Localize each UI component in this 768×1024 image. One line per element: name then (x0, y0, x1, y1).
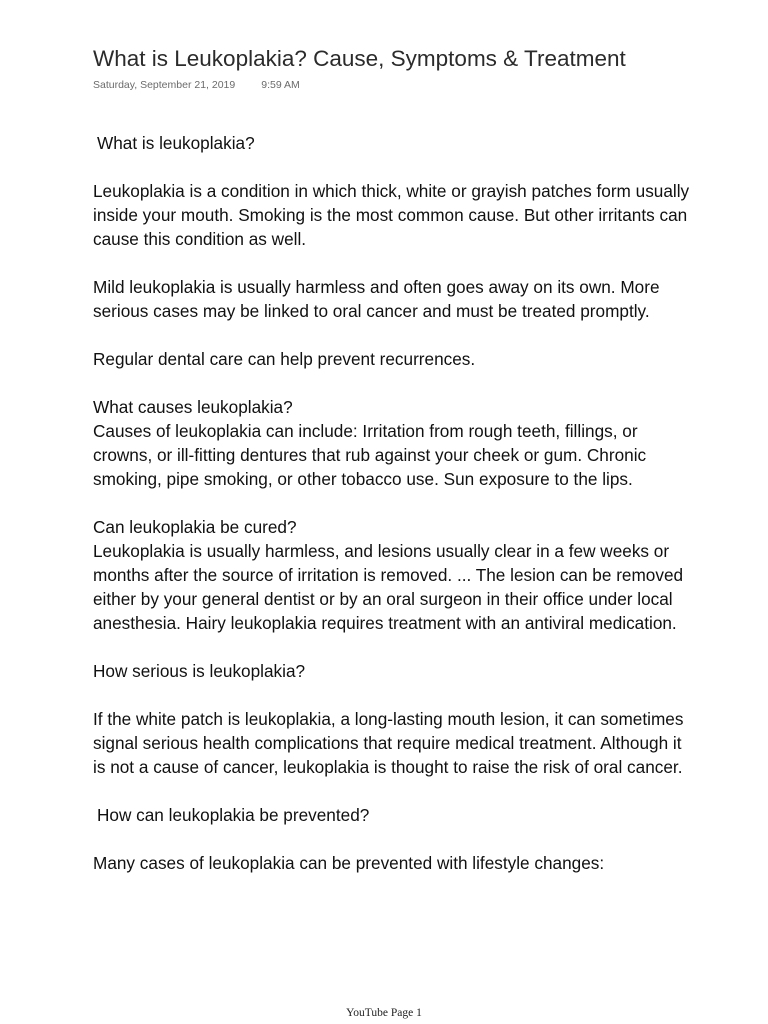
page-body (93, 131, 693, 899)
question-cured: Can leukoplakia be cured? (93, 517, 297, 537)
page-footer: YouTube Page 1 (346, 1007, 422, 1019)
page-time: 9:59 AM (261, 79, 300, 91)
page-title: What is Leukoplakia? Cause, Symptoms & Treatment (93, 46, 626, 71)
paragraph-causes: Causes of leukoplakia can include: Irritation from rough teeth, fillings, or crowns, or ill-fitting dentures that rub against your cheek or gum. Chronic smoking, pipe smoking, or other tobacco use. Sun exposure to the lips. (93, 421, 647, 489)
paragraph-severity: Mild leukoplakia is usually harmless and often goes away on its own. More serious cases may be linked to oral cancer and must be treated promptly. (93, 277, 660, 321)
paragraph-prevention: Many cases of leukoplakia can be prevented with lifestyle changes: (93, 853, 605, 873)
page-metadata (93, 78, 300, 92)
paragraph-serious: If the white patch is leukoplakia, a long-lasting mouth lesion, it can sometimes signal serious health complications that require medical treatment. Although it is not a cause of cancer, leukoplakia is thought to raise the risk of oral cancer. (93, 709, 684, 777)
paragraph-definition: Leukoplakia is a condition in which thick, white or grayish patches form usually inside your mouth. Smoking is the most common cause. But other irritants can cause this condition as well. (93, 181, 690, 249)
question-causes: What causes leukoplakia? (93, 397, 293, 417)
paragraph-dental-care: Regular dental care can help prevent recurrences. (93, 349, 476, 369)
question-prevented: How can leukoplakia be prevented? (97, 805, 370, 825)
question-what-is: What is leukoplakia? (97, 133, 255, 153)
question-serious: How serious is leukoplakia? (93, 661, 306, 681)
paragraph-cure: Leukoplakia is usually harmless, and lesions usually clear in a few weeks or months after the source of irritation is removed. ... The lesion can be removed either by your general dentist or by an oral surgeon in their office under local anesthesia. Hairy leukoplakia requires treatment with an antiviral medication. (93, 541, 684, 633)
page-date: Saturday, September 21, 2019 (93, 79, 236, 91)
